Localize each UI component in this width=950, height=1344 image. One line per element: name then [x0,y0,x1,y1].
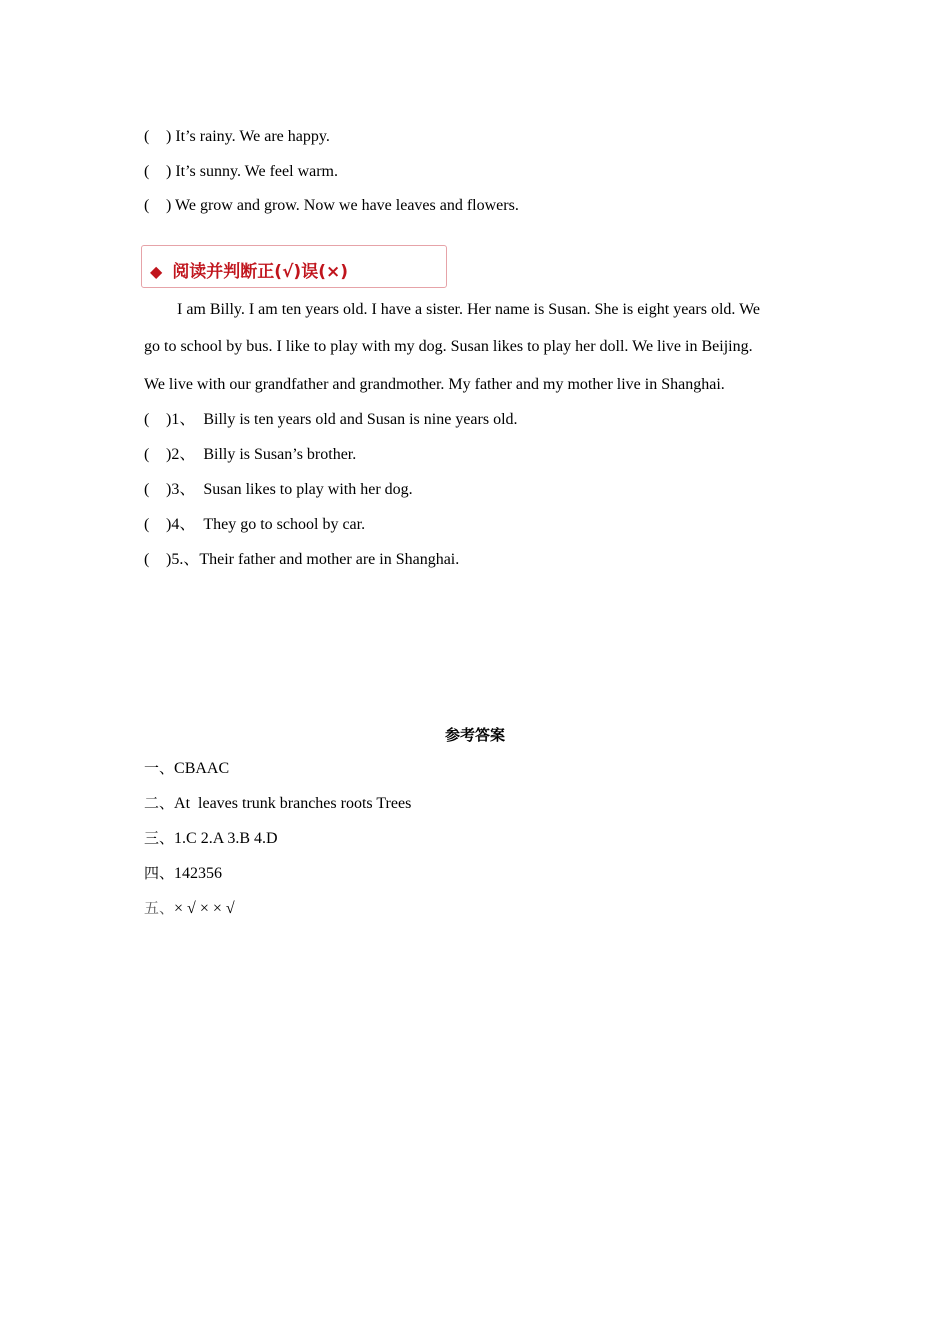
answer-blank: ( [144,516,150,533]
matching-item: ( ) It’s rainy. We are happy. [144,128,330,145]
answer-blank: ( [144,411,150,428]
answer-item: 二、At leaves trunk branches roots Trees [144,794,412,812]
answer-blank: ( [144,481,150,498]
answer-blank: ( [144,446,150,463]
judgment-item: ( )1、 Billy is ten years old and Susan is nine years old. [144,411,518,428]
section-header [141,245,447,288]
matching-text: It’s rainy. We are happy. [175,128,330,145]
answer-item: 四、142356 [144,864,223,882]
judgment-item: ( )3、 Susan likes to play with her dog. [144,481,413,498]
passage-line: I am Billy. I am ten years old. I have a sister. Her name is Susan. She is eight years old. We [177,301,761,318]
matching-text: We grow and grow. Now we have leaves and flowers. [175,197,519,214]
answer-key-title: 参考答案 [444,726,505,744]
answer-blank: ( [144,163,150,180]
matching-item: ( ) It’s sunny. We feel warm. [144,163,338,180]
answer-item: 五、× √ × × √ [144,899,235,917]
judgment-item: ( )2、 Billy is Susan’s brother. [144,446,357,463]
passage-line: go to school by bus. I like to play with my dog. Susan likes to play her doll. We live in Beijing. [144,338,753,355]
judgment-item: ( )5.、Their father and mother are in Shanghai. [144,551,460,568]
passage-line: We live with our grandfather and grandmother. My father and my mother live in Shanghai. [144,376,725,393]
judgment-item: ( )4、 They go to school by car. [144,516,366,533]
answer-item: 三、1.C 2.A 3.B 4.D [144,829,278,847]
answer-blank: ( [144,128,150,145]
section-title: ◆ 阅读并判断正(√)误(×) [150,262,348,282]
diamond-icon: ◆ [150,262,163,281]
matching-item: ( ) We grow and grow. Now we have leaves and flowers. [144,197,519,214]
answer-blank: ( [144,197,150,214]
answer-item: 一、CBAAC [144,759,230,777]
matching-text: It’s sunny. We feel warm. [175,163,338,180]
answer-blank: ( [144,551,150,568]
